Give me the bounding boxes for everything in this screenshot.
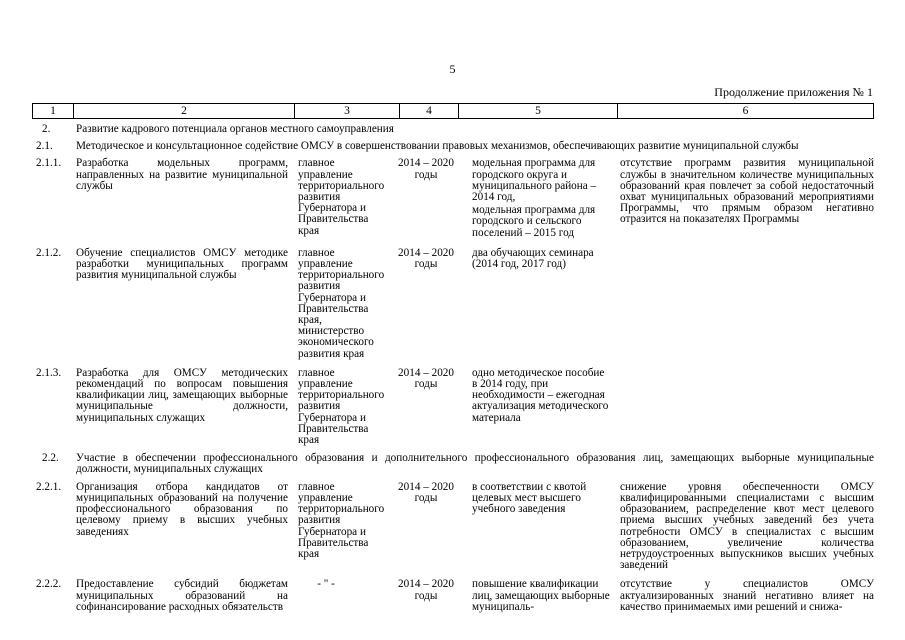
continuation-note: Продолжение приложения № 1 [714,85,873,99]
expected-result: одно методическое пособие в 2014 году, при необходимости – ежегодная актуализация методического материала [472,366,609,424]
table-row [32,579,874,613]
period: 2014 – 2020 годы [398,157,454,181]
period: 2014 – 2020 годы [398,480,454,504]
table-row [32,248,874,360]
table-row [32,482,874,572]
result-text-2: модельная программа для городского и сельского поселений – 2015 год [472,204,596,239]
executor: главное управление территориального развития Губернатора и Правительства края [298,157,385,237]
row-number: 2.2.1. [36,480,62,493]
executor: - " - [317,578,335,591]
measure-name: Предоставление субсидий бюджетам муниципальных образований на софинансирование расходных обязательств [76,578,288,613]
table-row [32,368,874,446]
section-number: 2.1. [36,140,53,153]
expected-result [472,158,612,238]
measure-name: Организация отбора кандидатов от муниципальных образований на получение профессионального образования по целевому приему в высших учебных заведениях [76,480,288,538]
measure-name: Обучение специалистов ОМСУ методике разработки муниципальных программ развития муниципальной службы [76,246,288,282]
executor: главное управление территориального развития Губернатора и Правительства края, министерство экономического развития края [298,246,385,360]
col-header-4: 4 [400,104,459,119]
period: 2014 – 2020 годы [398,578,454,602]
section-row [32,453,874,475]
col-header-6: 6 [618,104,874,119]
consequence: отсутствие программ развития муниципальной службы в значительном количестве муниципальных образований края повлечет за собой недостаточный охват муниципальных образований мероприятиями Программы, что прямым образом негативно отразится на показателях Программы [620,157,874,226]
consequence [620,368,874,446]
period: 2014 – 2020 годы [398,246,454,271]
section-title: Участие в обеспечении профессионального образования и дополнительного профессионального образования лиц, замещающих выборные муниципальные должности, муниципальных служащих [76,452,874,476]
column-number-header [32,103,874,119]
row-number: 2.1.3. [36,366,62,379]
table-row [32,158,874,238]
measure-name: Разработка модельных программ, направленных на развитие муниципальной службы [76,157,288,192]
expected-result: два обучающих семинара (2014 год, 2017 год) [472,246,594,271]
col-header-5: 5 [459,104,618,119]
table-body [32,124,874,613]
measure-name: Разработка для ОМСУ методических рекомендаций по вопросам повышения квалификации лиц, замещающих выборные муниципальные должности, муниципальных служащих [76,366,288,424]
row-number: 2.1.1. [36,157,62,170]
section-row [32,141,874,152]
expected-result: в соответствии с квотой целевых мест высшего учебного заведения [472,480,587,516]
executor: главное управление территориального развития Губернатора и Правительства края [298,480,385,560]
consequence: снижение уровня обеспеченности ОМСУ квалифицированными специалистами с высшим образованием, распределение квот мест целевого приема высших учебных заведений без учета потребности ОМСУ в специалистах с высшим образованием, увеличение количества нетрудоустроенных выпускников высших учебных заведений [620,480,874,572]
row-number: 2.1.2. [36,246,62,259]
section-number: 2.2. [42,452,59,465]
consequence [620,248,874,360]
period: 2014 – 2020 годы [398,366,454,391]
section-row [32,124,874,135]
page-number: 5 [449,62,456,76]
col-header-3: 3 [295,104,400,119]
col-header-1: 1 [33,104,74,119]
result-text: модельная программа для городского округа и муниципального района – 2014 год, [472,157,597,204]
section-number: 2. [42,123,51,135]
col-header-2: 2 [74,104,295,119]
section-title: Развитие кадрового потенциала органов местного самоуправления [76,123,394,135]
consequence: отсутствие у специалистов ОМСУ актуализированных знаний негативно влияет на качество принимаемых ими решений и снижа- [620,578,874,613]
executor: главное управление территориального развития Губернатора и Правительства края [298,366,385,447]
row-number: 2.2.2. [36,578,62,591]
section-title: Методическое и консультационное содействие ОМСУ в совершенствовании правовых механизмов, обеспечивающих развитие муниципальной службы [76,140,799,153]
expected-result: повышение квалификации лиц, замещающих выборные муниципаль- [472,578,610,613]
